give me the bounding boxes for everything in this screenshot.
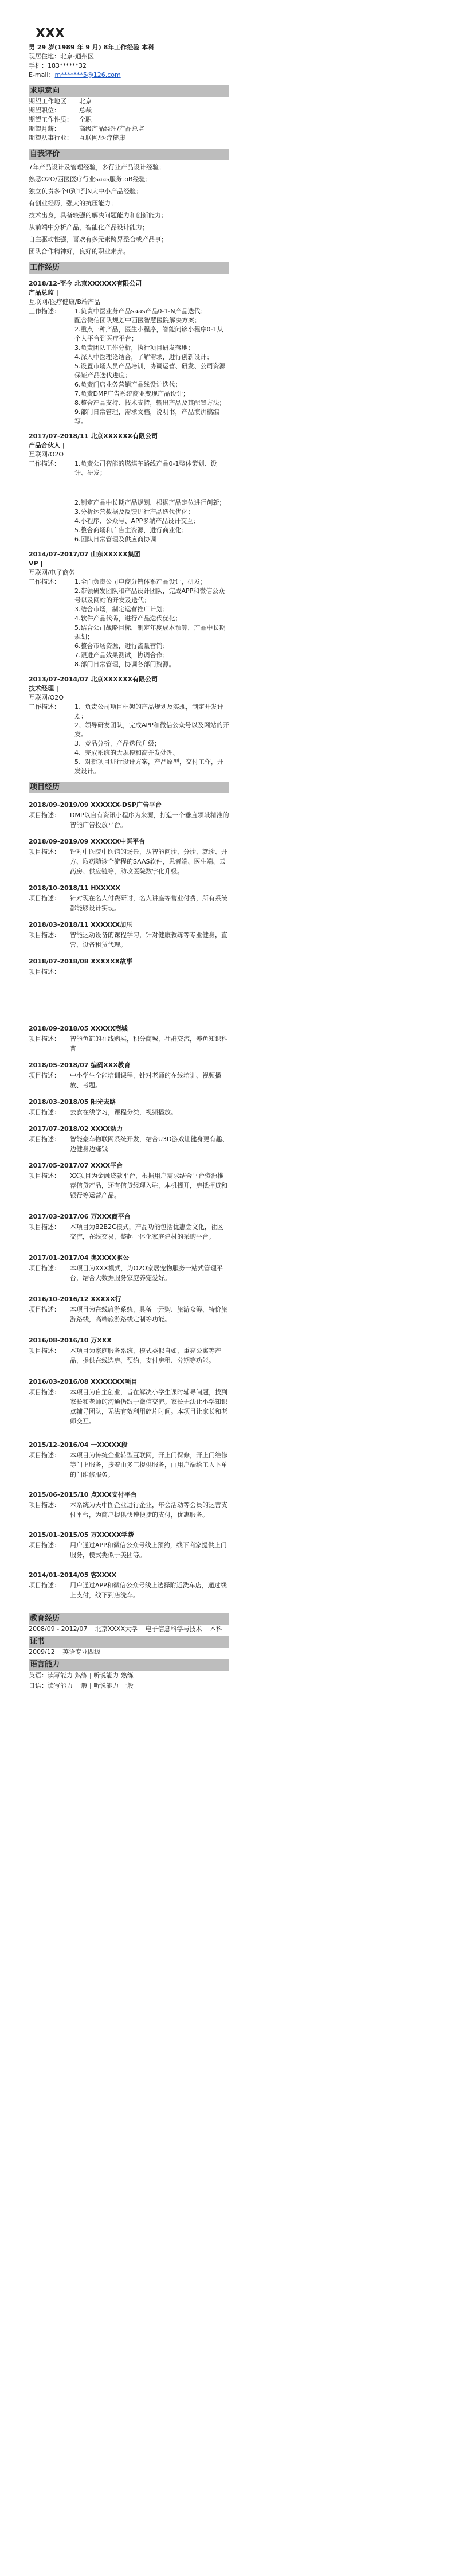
- job-role: VP |: [29, 560, 43, 567]
- project-entry: [29, 1060, 229, 1090]
- intent-row: [29, 134, 229, 143]
- job-desc-item: 5.设置市场人员产品培训，协调运营、研发、公司资源保证产品迭代进度；: [74, 362, 226, 379]
- project-desc-label: 项目描述：: [29, 1347, 60, 1355]
- job-entry: [29, 550, 229, 669]
- job-desc-item: 5.整合商场和广告主资源，进行商业化；: [74, 526, 188, 534]
- project-title: 2017/03-2017/06 万XXX商平台: [29, 1213, 131, 1220]
- email-link[interactable]: m*******5@126.com: [54, 71, 121, 79]
- job-desc-item: 8.整合产品支持、技术支持，输出产品及其配置方法；: [74, 399, 226, 407]
- project-entry: [29, 1097, 229, 1117]
- project-desc-text: 用户通过APP和微信公众号线上选择附近洗车店，通过线上支付，线下到店洗车。: [70, 1582, 227, 1599]
- project-desc-label: 项目描述：: [29, 1264, 60, 1272]
- project-desc-label: 项目描述：: [29, 1388, 60, 1396]
- job-desc-item: 8.部门日常管理，协调各部门资源。: [74, 661, 175, 668]
- job-industry: 互联网/O2O: [29, 451, 64, 458]
- project-title: 2014/01-2014/05 客XXXX: [29, 1571, 117, 1579]
- job-desc-item: 7.负责DMP广告系统商业变现产品设计；: [74, 390, 190, 397]
- job-company: 2018/12-至今 北京XXXXXX有限公司: [29, 280, 142, 287]
- job-desc-item: 7.跟进产品效果测试，协调合作；: [74, 651, 169, 659]
- project-desc-text: 智能鱼缸的在线购买，积分商城，社群交流，养鱼知识科普: [70, 1035, 227, 1052]
- intent-value: 全职: [79, 116, 92, 123]
- lang-item: 日语：读写能力 一般 | 听说能力 一般: [29, 1682, 134, 1689]
- job-desc: [29, 702, 229, 776]
- project-title: 2017/05-2017/07 XXXX平台: [29, 1162, 123, 1169]
- cert-entry: [29, 1648, 229, 1657]
- project-desc: [29, 810, 229, 830]
- intent-row: [29, 115, 229, 124]
- project-title: 2018/09-2019/09 XXXXXX-DSP广告平台: [29, 801, 162, 809]
- project-desc: [29, 847, 229, 876]
- project-entry: [29, 1336, 229, 1365]
- job-desc-item: 6.整合市场资源，进行流量营销；: [74, 642, 169, 650]
- section-edu: 教育经历: [29, 1613, 229, 1625]
- job-desc-list: [69, 307, 229, 426]
- project-desc-text: 针对中医院中医馆的场景，从智能问诊、分诊、就诊、开方、取药随诊全流程的SAAS软件，患者端、医生端、云药房、供应链等，助攻医院数字化升级。: [70, 848, 227, 875]
- project-desc-text: 本系统为天中图企业进行企业，年会活动等会员的运营支付平台，为商户提供快速便捷的支付，优惠服务。: [70, 1501, 227, 1519]
- project-desc: [29, 930, 229, 950]
- project-desc: [29, 1387, 229, 1426]
- project-desc-label: 项目描述：: [29, 1035, 60, 1043]
- job-company: 2017/07-2018/11 北京XXXXXX有限公司: [29, 432, 158, 440]
- cert-date: 2009/12: [29, 1648, 55, 1656]
- project-desc-text: 本项目为自主创业，旨在解决小学生课时辅导问题，找到家长和老师的沟通仍跟于微信交流。家长无法让小学知识点辅导团队，无法有效利用碎片时间。本项目让家长和老师交互。: [70, 1388, 227, 1425]
- job-desc-label: 工作描述：: [29, 578, 60, 586]
- self-eval-item: 技术出身，具备较强的解决问题能力和创新能力；: [29, 212, 167, 219]
- project-desc-text: XX项目为金融贷款平台，根据用户需求结合平台资源推荐信贷产品，还有信贷经理入驻，本机撑开，房抵押贷和银行等运营产品。: [70, 1172, 227, 1199]
- job-entry: [29, 279, 229, 426]
- project-title: 2015/12-2016/04 一XXXXX段: [29, 1441, 128, 1449]
- job-industry: 互联网/O2O: [29, 694, 64, 701]
- edu-entry: [29, 1625, 229, 1634]
- intent-row: [29, 97, 229, 106]
- project-entry: [29, 920, 229, 950]
- project-entry: [29, 800, 229, 830]
- project-title: 2018/10-2018/11 HXXXXX: [29, 884, 120, 892]
- self-eval-item: 7年产品设计及管理经验，多行业产品设计经验；: [29, 163, 165, 171]
- info-line-phone: 手机：183******32: [29, 62, 87, 69]
- self-eval-item: 独立负责多个0到1到N大中小产品经验；: [29, 188, 143, 195]
- job-desc-item: 9.部门日常管理，需求文档，说明书，产品演讲稿编写。: [74, 408, 219, 425]
- project-desc-text: 智能运动设备的课程学习，针对健康教练等专业健身，直营、设备租赁代理。: [70, 931, 227, 949]
- project-entry: [29, 1440, 229, 1480]
- job-desc-item: 2.制定产品中长期产品规划，根据产品定位进行创新；: [74, 499, 226, 506]
- project-title: 2018/03-2018/11 XXXXXX加压: [29, 921, 133, 928]
- project-desc-label: 项目描述：: [29, 1582, 60, 1589]
- intent-key: 期望工作地区：: [29, 97, 73, 105]
- job-desc-item: 3.负责团队工作分析，执行项目研发落地；: [74, 344, 194, 352]
- info-line-age: 男 29 岁(1989 年 9 月) 8年工作经验 本科: [29, 44, 155, 51]
- project-desc: [29, 1171, 229, 1200]
- job-desc-item: 4.小程序、公众号、APP多端产品设计交互；: [74, 517, 200, 525]
- project-entry: [29, 1124, 229, 1154]
- project-desc: [29, 1222, 229, 1242]
- project-desc-text: 去食在线学习，课程分类，视频播放。: [70, 1109, 177, 1116]
- project-desc-text: 本项目为传统企业转型互联网，开上门保修，开上门维修等门上服务，接着由多工提供服务，由用户端给工人下单的门维修服务。: [70, 1451, 227, 1478]
- job-desc-item: 1.负责中医业务产品saas产品0-1-N产品迭代；: [74, 307, 207, 315]
- resume-page: [29, 0, 229, 1691]
- project-desc-text: [70, 967, 229, 977]
- section-project: 项目经历: [29, 782, 229, 793]
- intent-key: 期望工作性质：: [29, 116, 73, 123]
- project-entry: [29, 1530, 229, 1560]
- project-desc: [29, 1305, 229, 1324]
- intent-value: 北京: [79, 97, 92, 105]
- intent-row: [29, 124, 229, 134]
- info-line-location: 现居住地：北京-通州区: [29, 53, 94, 60]
- project-desc-text: 针对现在名人付费研讨，名人讲座等营业付费，所有系统都能够设计实现。: [70, 895, 227, 912]
- project-entry: [29, 1253, 229, 1283]
- project-desc-label: 项目描述：: [29, 1306, 60, 1313]
- job-desc-list: [69, 459, 229, 544]
- email-label: E-mail：: [29, 71, 55, 79]
- job-industry: 互联网/医疗健康/B端产品: [29, 298, 100, 306]
- project-desc-text: 智能豪车物联网系统开发，结合U3D游戏让健身更有趣、边健身边赚钱: [70, 1135, 229, 1153]
- job-role: 产品合伙人 |: [29, 442, 65, 449]
- job-desc-item: 6.团队日常管理及供应商协调: [74, 536, 156, 543]
- candidate-name: XXX: [36, 26, 65, 41]
- project-desc-label: 项目描述：: [29, 968, 60, 975]
- project-title: 2018/05-2018/07 编码XXX教育: [29, 1061, 131, 1069]
- section-work: 工作经历: [29, 262, 229, 274]
- job-desc-item: 配合微信团队规划中西医智慧医院解决方案；: [74, 317, 201, 324]
- basic-info: [29, 43, 229, 80]
- project-desc: [29, 1450, 229, 1480]
- job-desc-item: 2.重点一种产品，医生小程序，智能问诊小程序0-1从个人平台到医疗平台；: [74, 326, 223, 342]
- section-intent: 求职意向: [29, 85, 229, 97]
- project-title: 2018/09-2019/09 XXXXXX中医平台: [29, 838, 146, 845]
- project-desc-label: 项目描述：: [29, 1072, 60, 1079]
- job-desc-item: 4.软件产品代码，进行产品迭代优化；: [74, 615, 182, 622]
- project-desc-label: 项目描述：: [29, 1172, 60, 1180]
- job-desc-item: 1、负责公司项目框架的产品规划及实现，制定开发计划；: [74, 703, 223, 720]
- project-desc: [29, 1134, 229, 1154]
- cert-name: 英语专业四级: [62, 1648, 101, 1656]
- project-desc-text: 本项目为XXX模式，为O2O家居宠物服务一站式管理平台，结合大数据服务家庭养宠爱好。: [70, 1264, 223, 1282]
- project-title: 2018/09-2018/05 XXXXX商城: [29, 1025, 128, 1032]
- intent-key: 期望月薪：: [29, 125, 60, 132]
- project-desc-text: 中小学生全能培训课程，针对老师的在线培训、视频播放、考题。: [70, 1072, 221, 1089]
- job-desc-item: 2.带领研发团队和产品设计团队，完成APP和微信公众号以及网站的开发及迭代；: [74, 587, 225, 604]
- job-desc-item: 5、对新项目进行设计方案，产品原型，交付工作，开发设计。: [74, 758, 223, 775]
- job-desc-list: [69, 577, 229, 669]
- project-title: 2016/03-2016/08 XXXXXXX项目: [29, 1378, 138, 1385]
- project-desc: [29, 967, 229, 977]
- project-desc-label: 项目描述：: [29, 895, 60, 902]
- job-list: [29, 279, 229, 776]
- project-entry: [29, 1294, 229, 1324]
- job-industry: 互联网/电子商务: [29, 569, 75, 576]
- lang-list: [29, 1671, 229, 1691]
- project-entry: [29, 1024, 229, 1053]
- intent-value: 互联网/医疗健康: [79, 134, 125, 142]
- project-desc-label: 项目描述：: [29, 1223, 60, 1231]
- job-entry: [29, 432, 229, 544]
- self-eval-list: [29, 162, 229, 256]
- self-eval-item: 从前端中分析产品，智能化产品设计能力；: [29, 224, 148, 231]
- project-entry: [29, 1161, 229, 1200]
- self-eval-item: 自主驱动性强，喜欢有多元素跨界整合或产品事；: [29, 236, 167, 243]
- project-desc-label: 项目描述：: [29, 1451, 60, 1459]
- edu-date: 2008/09 - 2012/07: [29, 1625, 88, 1633]
- project-title: 2016/10-2016/12 XXXXX行: [29, 1295, 121, 1303]
- project-desc-label: 项目描述：: [29, 1541, 60, 1549]
- project-title: 2015/01-2015/05 万XXXXX学帮: [29, 1531, 134, 1539]
- job-desc: [29, 459, 229, 544]
- job-desc: [29, 577, 229, 669]
- project-title: 2017/07-2018/02 XXXX动力: [29, 1125, 123, 1133]
- project-desc: [29, 1540, 229, 1560]
- project-entry: [29, 1570, 229, 1600]
- project-entry: [29, 957, 229, 977]
- project-desc-text: 用户通过APP和微信公众号线上预约，线下商家提供上门服务，模式类似于美团等。: [70, 1541, 227, 1559]
- intent-key: 期望职位：: [29, 107, 60, 114]
- job-desc-item: 3.结合市场，制定运营推广计划；: [74, 606, 169, 613]
- project-desc: [29, 893, 229, 913]
- project-desc-label: 项目描述：: [29, 1135, 60, 1143]
- job-desc-label: 工作描述：: [29, 460, 60, 467]
- job-desc-label: 工作描述：: [29, 703, 60, 711]
- job-desc-item: 2、领导研发团队，完成APP和微信公众号以及网站的开发。: [74, 721, 229, 738]
- project-desc-label: 项目描述：: [29, 1501, 60, 1509]
- job-desc-item: [74, 478, 229, 498]
- project-title: 2016/08-2016/10 万XXX: [29, 1337, 112, 1344]
- job-desc-item: 1.全面负责公司电商分销体系产品设计，研发；: [74, 578, 207, 586]
- section-lang: 语言能力: [29, 1659, 229, 1671]
- job-company: 2013/07-2014/07 北京XXXXXX有限公司: [29, 676, 158, 683]
- project-entry: [29, 883, 229, 913]
- job-desc-item: 1.负责公司智能的燃煤车路线产品0-1整体策划、设计、研发；: [74, 460, 217, 477]
- job-desc-list: [69, 702, 229, 776]
- project-desc: [29, 1580, 229, 1600]
- section-cert: 证书: [29, 1636, 229, 1648]
- edu-school: 北京XXXX大学: [95, 1625, 138, 1633]
- project-desc: [29, 1034, 229, 1053]
- intent-list: [29, 97, 229, 143]
- lang-item: 英语：读写能力 熟练 | 听说能力 熟练: [29, 1672, 134, 1679]
- job-desc-item: 3、竞品分析，产品迭代升级；: [74, 740, 160, 747]
- intent-value: 高级产品经理/产品总监: [79, 125, 144, 132]
- edu-degree: 本科: [210, 1625, 223, 1633]
- intent-value: 总裁: [79, 107, 92, 114]
- project-desc-label: 项目描述：: [29, 931, 60, 939]
- job-desc: [29, 307, 229, 426]
- intent-key: 期望从事行业：: [29, 134, 73, 142]
- project-list: [29, 800, 229, 1600]
- job-desc-item: 4、完成系统的大规模和高并发处理。: [74, 749, 179, 756]
- edu-major: 电子信息科学与技术: [145, 1625, 202, 1633]
- project-desc-label: 项目描述：: [29, 848, 60, 856]
- job-company: 2014/07-2017/07 山东XXXXX集团: [29, 551, 140, 558]
- self-eval-item: 熟悉O2O/西医医疗行业saas服务toB经验；: [29, 175, 152, 183]
- project-desc: [29, 1500, 229, 1520]
- job-role: 技术经理 |: [29, 685, 58, 692]
- section-self-eval: 自我评价: [29, 149, 229, 160]
- project-desc-text: DMP以自有资讯小程序为来源，打造一个垂直领域精准的智能广告投放平台。: [70, 811, 229, 829]
- project-title: 2017/01-2017/04 奥XXXX驱公: [29, 1254, 130, 1262]
- job-desc-item: 3.分析运营数据及反馈进行产品迭代优化；: [74, 508, 194, 516]
- project-entry: [29, 1212, 229, 1242]
- self-eval-item: 有创业经历，强大的抗压能力；: [29, 200, 117, 207]
- project-entry: [29, 837, 229, 876]
- project-title: 2018/03-2018/05 阳光去路: [29, 1098, 116, 1106]
- project-desc-label: 项目描述：: [29, 1109, 60, 1116]
- job-desc-label: 工作描述：: [29, 307, 60, 315]
- project-entry: [29, 1377, 229, 1426]
- project-entry: [29, 1490, 229, 1520]
- job-desc-item: 4.深入中医理论结合，了解需求，进行创新设计；: [74, 353, 213, 361]
- self-eval-item: 团队合作精神好，良好的职业素养。: [29, 248, 130, 255]
- project-desc-text: 本项目为在线旅游系统，具备一元购、旅游众筹、特价旅游路线，高端旅游路线定制等功能。: [70, 1306, 227, 1323]
- project-desc: [29, 1071, 229, 1090]
- project-desc: [29, 1346, 229, 1365]
- job-role: 产品总监 |: [29, 289, 58, 296]
- project-desc-text: 本项目为家庭服务系统，模式类似自如，重亮公寓等产品，提供在线选房、预约，支付房租、分期等功能。: [70, 1347, 221, 1364]
- project-desc-label: 项目描述：: [29, 811, 60, 819]
- job-entry: [29, 675, 229, 776]
- intent-row: [29, 106, 229, 115]
- project-desc-text: 本项目为B2B2C模式，产品功能包括优惠金文化，社区交流，在线交易，整起一体化家庭建材的采购平台。: [70, 1223, 223, 1240]
- project-title: 2018/07-2018/08 XXXXXX故事: [29, 958, 133, 965]
- job-desc-item: 6.负责门店业务营销产品线设计迭代；: [74, 381, 182, 388]
- info-line-email: [29, 71, 229, 80]
- job-desc-item: 5.结合公司战略目标，制定年度成本预算，产品中长期规划；: [74, 624, 226, 641]
- project-desc: [29, 1107, 229, 1117]
- project-title: 2015/06-2015/10 点XXX支付平台: [29, 1491, 137, 1498]
- project-desc: [29, 1263, 229, 1283]
